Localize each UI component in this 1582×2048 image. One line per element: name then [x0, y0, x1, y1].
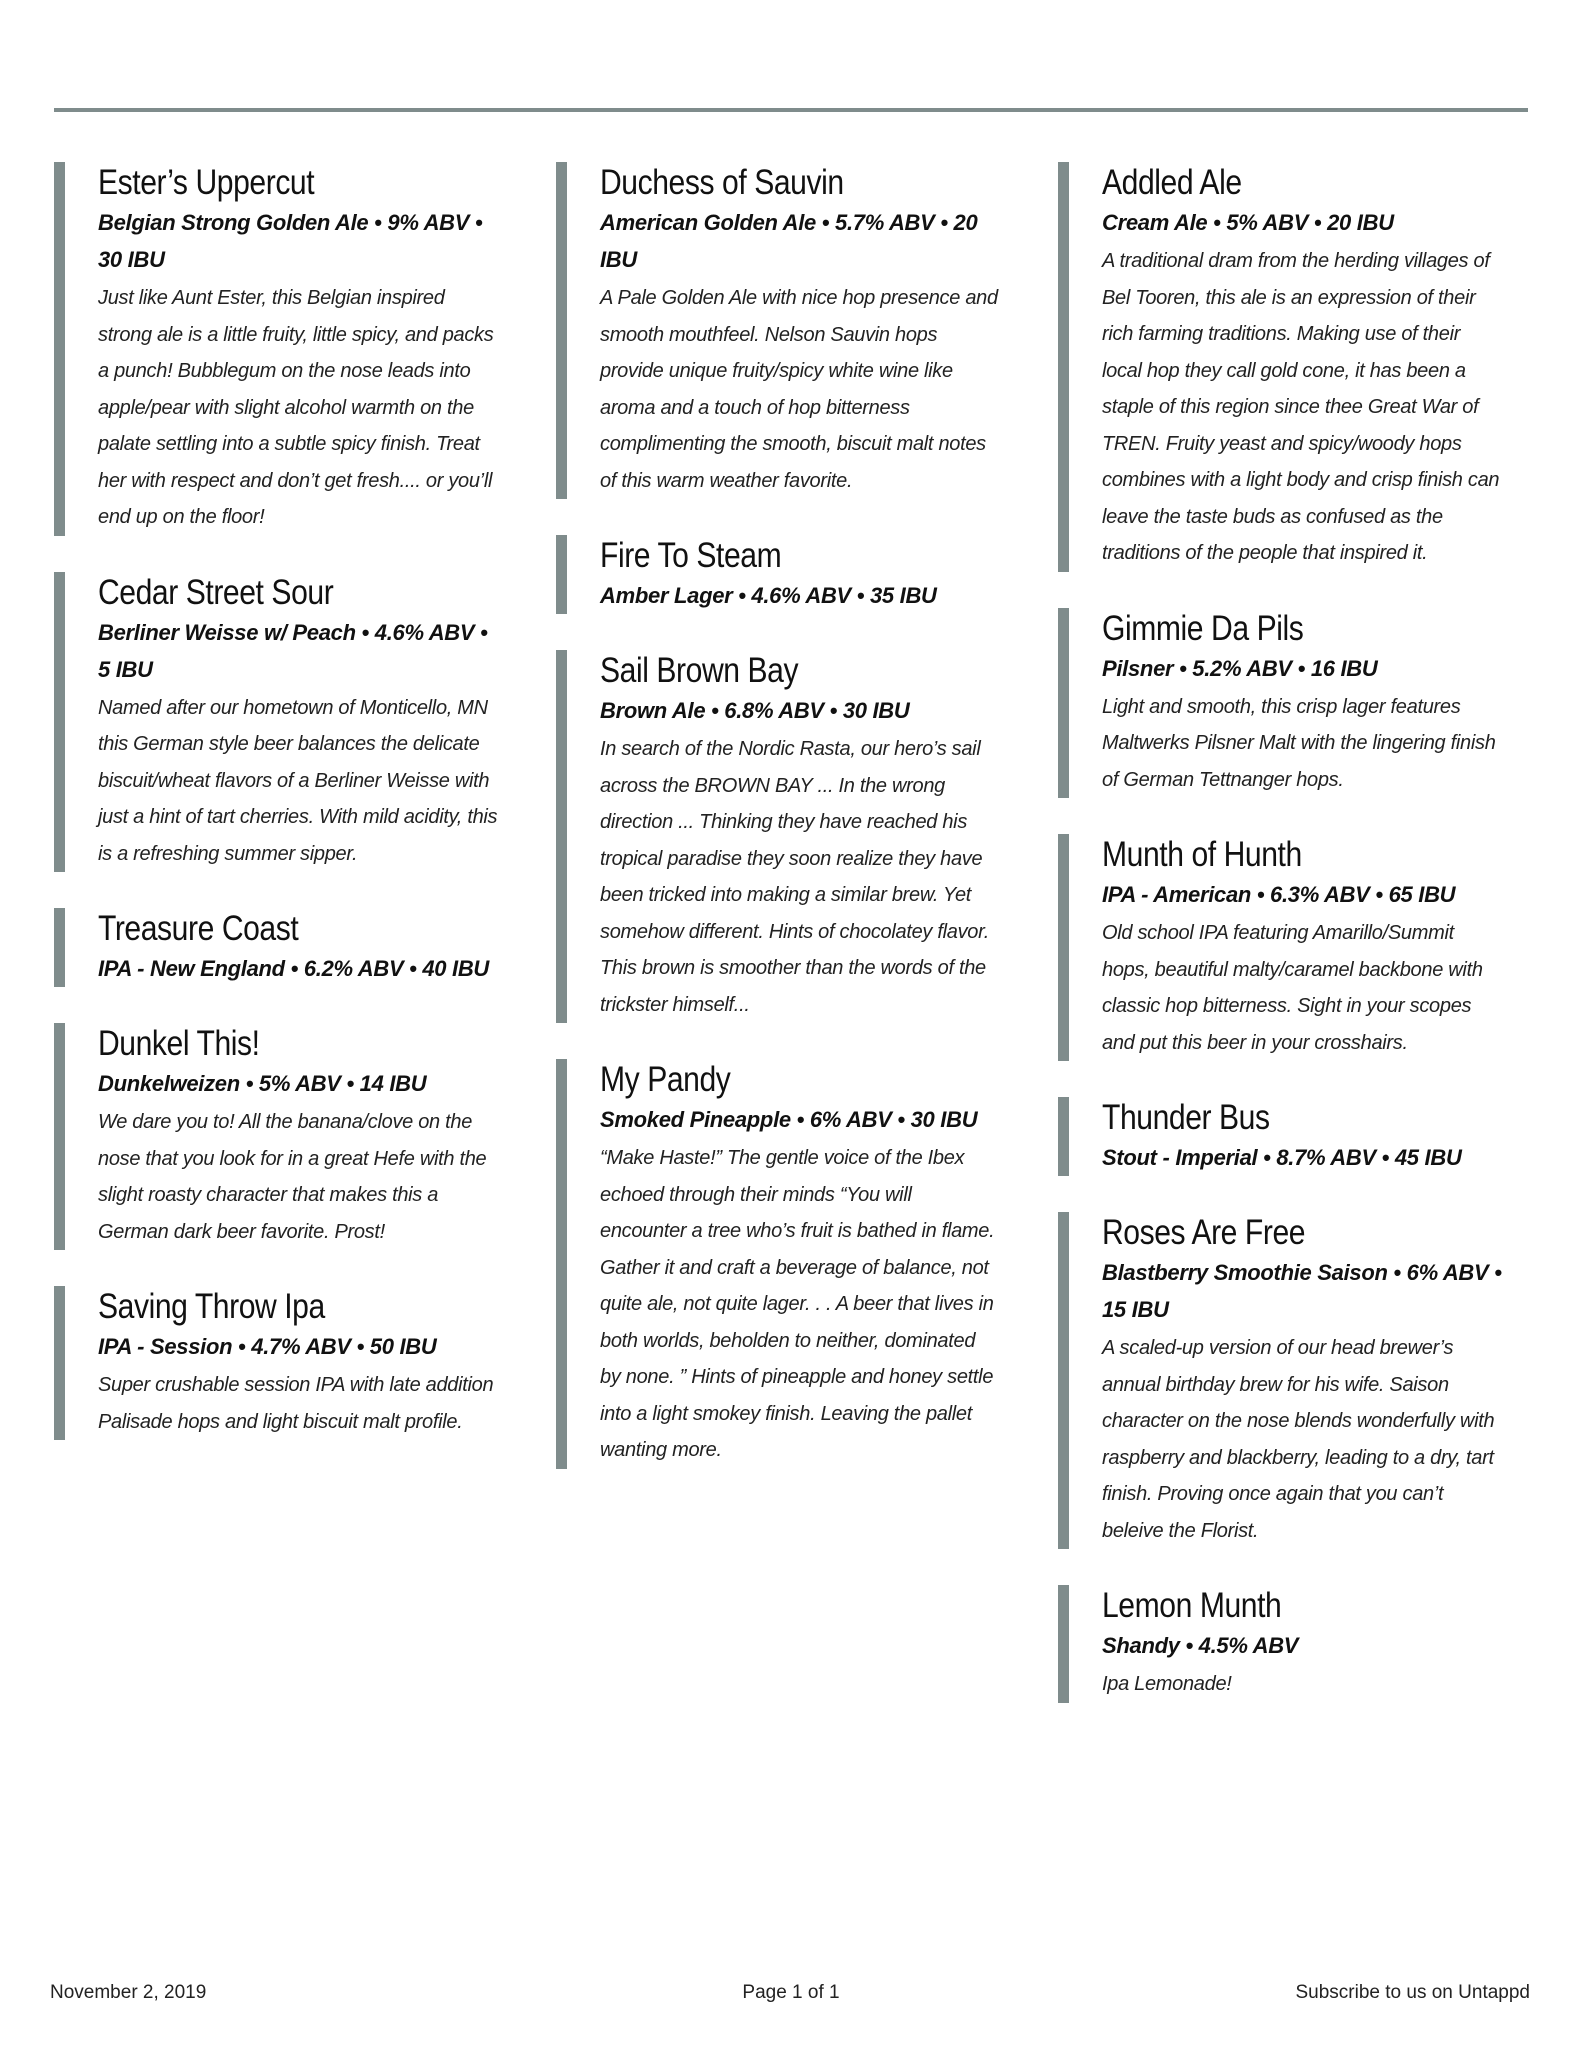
beer-name: Ester’s Uppercut	[98, 163, 315, 202]
beer-style-abv-ibu: IPA - Session • 4.7% ABV • 50 IBU	[98, 1334, 437, 1359]
beer-style-abv-ibu: Amber Lager • 4.6% ABV • 35 IBU	[600, 583, 937, 608]
beer-name: Lemon Munth	[1102, 1586, 1282, 1625]
beer-entry-sail-brown-bay	[556, 650, 1000, 1023]
beer-style-abv-ibu: Belgian Strong Golden Ale • 9% ABV • 30 IBU	[98, 210, 483, 272]
beer-name: Saving Throw Ipa	[98, 1287, 325, 1326]
beer-name: Duchess of Sauvin	[600, 163, 844, 202]
beer-style-abv-ibu: Cream Ale • 5% ABV • 20 IBU	[1102, 210, 1394, 235]
beer-description: Ipa Lemonade!	[1102, 1673, 1232, 1695]
beer-entry-dunkel-this	[54, 1023, 498, 1250]
beer-style-abv-ibu: Shandy • 4.5% ABV	[1102, 1633, 1299, 1658]
beer-style-abv-ibu: IPA - American • 6.3% ABV • 65 IBU	[1102, 882, 1456, 907]
beer-description: Super crushable session IPA with late addition Palisade hops and light biscuit malt profile.	[98, 1374, 494, 1433]
beer-name: Sail Brown Bay	[600, 651, 799, 690]
beer-style-abv-ibu: Pilsner • 5.2% ABV • 16 IBU	[1102, 655, 1378, 681]
footer-subscribe-link[interactable]: Subscribe to us on Untappd	[1295, 1982, 1530, 2003]
footer-date: November 2, 2019	[50, 1982, 207, 2003]
menu-column-3	[1058, 162, 1502, 1739]
beer-name: Gimmie Da Pils	[1102, 608, 1304, 648]
beer-style-abv-ibu: Smoked Pineapple • 6% ABV • 30 IBU	[600, 1107, 978, 1132]
beer-name: Munth of Hunth	[1102, 835, 1302, 874]
beer-style-abv-ibu: Blastberry Smoothie Saison • 6% ABV • 15 IBU	[1102, 1260, 1502, 1322]
beer-name: Dunkel This!	[98, 1024, 260, 1063]
beer-style-abv-ibu: Dunkelweizen • 5% ABV • 14 IBU	[98, 1071, 427, 1096]
beer-entry-treasure-coast	[54, 908, 498, 987]
beer-style-abv-ibu: Brown Ale • 6.8% ABV • 30 IBU	[600, 698, 910, 723]
beer-name: My Pandy	[600, 1060, 731, 1099]
beer-name: Cedar Street Sour	[98, 572, 334, 612]
beer-entry-lemon-munth	[1058, 1585, 1502, 1703]
menu-column-1	[54, 162, 498, 1476]
beer-name: Thunder Bus	[1102, 1098, 1270, 1137]
beer-description: A traditional dram from the herding villages of Bel Tooren, this ale is an expression of their rich farming traditions. Making use of their local hop they call gold cone, it has been a staple of this region since thee Great War of TREN. Fruity yeast and spicy/woody hops combines with a light body and crisp finish can leave the taste buds as confused as the traditions of the people that inspired it.	[1102, 250, 1500, 564]
beer-entry-cedar-street-sour	[54, 572, 498, 873]
beer-entry-saving-throw-ipa	[54, 1286, 498, 1440]
menu-column-2	[556, 162, 1000, 1505]
beer-entry-my-pandy	[556, 1059, 1000, 1469]
beer-description: Just like Aunt Ester, this Belgian inspired strong ale is a little fruity, little spicy, and packs a punch! Bubblegum on the nose leads into apple/pear with slight alcohol warmth on the palate settling into a subtle spicy finish. Treat her with respect and don’t get fresh.... or you’ll end up on the floor!	[98, 287, 494, 528]
footer-page-number: Page 1 of 1	[742, 1982, 840, 2003]
beer-description: We dare you to! All the banana/clove on the nose that you look for in a great Hefe with the slight roasty character that makes this a German dark beer favorite. Prost!	[98, 1111, 487, 1243]
beer-name: Treasure Coast	[98, 909, 299, 948]
beer-style-abv-ibu: Stout - Imperial • 8.7% ABV • 45 IBU	[1102, 1145, 1462, 1170]
beer-name: Fire To Steam	[600, 536, 782, 575]
beer-entry-addled-ale	[1058, 162, 1502, 572]
beer-style-abv-ibu: American Golden Ale • 5.7% ABV • 20 IBU	[600, 210, 978, 272]
beer-description: A Pale Golden Ale with nice hop presence and smooth mouthfeel. Nelson Sauvin hops provide unique fruity/spicy white wine like aroma and a touch of hop bitterness complimenting the smooth, biscuit malt notes of this warm weather favorite.	[600, 287, 998, 492]
beer-style-abv-ibu: Berliner Weisse w/ Peach • 4.6% ABV • 5 IBU	[98, 619, 488, 682]
beer-description: “Make Haste!” The gentle voice of the Ibex echoed through their minds “You will encounter a tree who’s fruit is bathed in flame. Gather it and craft a beverage of balance, not quite ale, not quite lager. . . A beer that lives in both worlds, beholden to neither, dominated by none. ” Hints of pineapple and honey settle into a light smokey finish. Leaving the pallet wanting more.	[600, 1147, 995, 1461]
beer-style-abv-ibu: IPA - New England • 6.2% ABV • 40 IBU	[98, 956, 490, 981]
beer-description: Old school IPA featuring Amarillo/Summit hops, beautiful malty/caramel backbone with classic hop bitterness. Sight in your scopes and put this beer in your crosshairs.	[1102, 922, 1483, 1054]
beer-entry-munth-of-hunth	[1058, 834, 1502, 1061]
beer-entry-fire-to-steam	[556, 535, 1000, 614]
beer-entry-duchess-of-sauvin	[556, 162, 1000, 499]
beer-description: Light and smooth, this crisp lager features Maltwerks Pilsner Malt with the lingering finish of German Tettnanger hops.	[1102, 695, 1496, 791]
beer-entry-gimmie-da-pils	[1058, 608, 1502, 799]
beer-description: In search of the Nordic Rasta, our hero’s sail across the BROWN BAY ... In the wrong direction ... Thinking they have reached his tropical paradise they soon realize they have been tricked into making a similar brew. Yet somehow different. Hints of chocolatey flavor. This brown is smoother than the words of the trickster himself...	[600, 738, 989, 1016]
beer-name: Addled Ale	[1102, 163, 1242, 202]
beer-entry-esters-uppercut	[54, 162, 498, 536]
beer-entry-roses-are-free	[1058, 1212, 1502, 1549]
top-rule	[54, 108, 1528, 112]
beer-name: Roses Are Free	[1102, 1213, 1306, 1252]
beer-description: A scaled-up version of our head brewer’s annual birthday brew for his wife. Saison character on the nose blends wonderfully with raspberry and blackberry, leading to a dry, tart finish. Proving once again that you can’t beleive the Florist.	[1102, 1337, 1495, 1542]
beer-entry-thunder-bus	[1058, 1097, 1502, 1176]
beer-description: Named after our hometown of Monticello, MN this German style beer balances the delicate biscuit/wheat flavors of a Berliner Weisse with just a hint of tart cherries. With mild acidity, this is a refreshing summer sipper.	[98, 696, 498, 865]
